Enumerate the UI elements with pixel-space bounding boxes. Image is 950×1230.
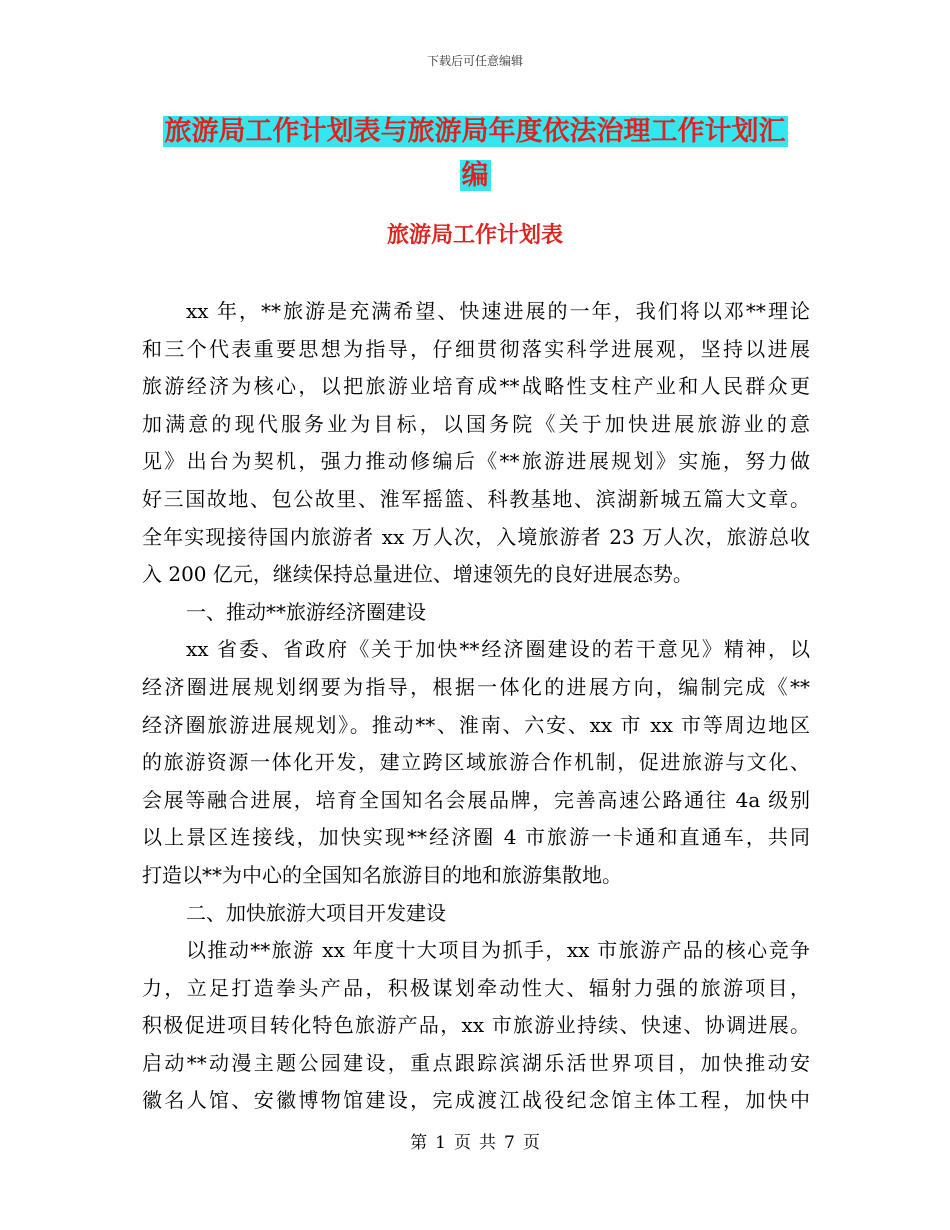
footer-suffix: 页 xyxy=(522,1133,540,1153)
subsection-heading: 一、推动**旅游经济圈建设 xyxy=(186,599,426,624)
document-title-line-1: 旅游局工作计划表与旅游局年度依法治理工作计划汇 xyxy=(164,116,786,147)
body-line: 力，立足打造拳头产品，积极谋划牵动性大、辐射力强的旅游项目， xyxy=(142,975,810,1000)
header-note: 下载后可任意编辑 xyxy=(426,54,523,68)
body-line: 加满意的现代服务业为目标，以国务院《关于加快进展旅游业的意 xyxy=(142,411,810,436)
section-title: 旅游局工作计划表 xyxy=(386,222,563,248)
body-line: 和三个代表重要思想为指导，仔细贯彻落实科学进展观，坚持以进展 xyxy=(142,336,810,361)
body-line: 全年实现接待国内旅游者 xx 万人次，入境旅游者 23 万人次，旅游总收 xyxy=(142,524,810,549)
body-line: 好三国故地、包公故里、淮军摇篮、科教基地、滨湖新城五篇大文章。 xyxy=(142,486,810,511)
body-line: 打造以**为中心的全国知名旅游目的地和旅游集散地。 xyxy=(142,862,622,887)
body-text xyxy=(142,293,810,1120)
document-title xyxy=(140,110,810,198)
footer-page-number: 1 xyxy=(435,1133,446,1153)
page-footer xyxy=(0,1128,950,1153)
body-line: xx 年，**旅游是充满希望、快速进展的一年，我们将以邓**理论 xyxy=(186,299,810,323)
body-line: 旅游经济为核心，以把旅游业培育成**战略性支柱产业和人民群众更 xyxy=(142,374,810,399)
body-line: 经济圈进展规划纲要为指导，根据一体化的进展方向，编制完成《** xyxy=(142,674,810,699)
footer-sep: 共 xyxy=(479,1133,496,1153)
body-line: 经济圈旅游进展规划》。推动**、淮南、六安、xx 市 xx 市等周边地区 xyxy=(142,712,810,737)
body-line: xx 省委、省政府《关于加快**经济圈建设的若干意见》精神，以 xyxy=(186,637,810,662)
subsection-heading: 二、加快旅游大项目开发建设 xyxy=(186,900,446,925)
body-line: 以推动**旅游 xx 年度十大项目为抓手，xx 市旅游产品的核心竞争 xyxy=(186,938,810,963)
body-line: 徽名人馆、安徽博物馆建设，完成渡江战役纪念馆主体工程，加快中 xyxy=(142,1088,810,1113)
body-line: 的旅游资源一体化开发，建立跨区域旅游合作机制，促进旅游与文化、 xyxy=(142,750,810,775)
body-line: 积极促进项目转化特色旅游产品，xx 市旅游业持续、快速、协调进展。 xyxy=(142,1013,810,1038)
footer-mid: 页 xyxy=(454,1133,471,1153)
body-line: 以上景区连接线，加快实现**经济圈 4 市旅游一卡通和直通车，共同 xyxy=(142,825,810,850)
document-title-line-2: 编 xyxy=(461,160,489,191)
body-line: 入 200 亿元，继续保持总量进位、增速领先的良好进展态势。 xyxy=(142,562,693,587)
body-line: 见》出台为契机，强力推动修编后《**旅游进展规划》实施，努力做 xyxy=(142,449,810,474)
body-line: 启动**动漫主题公园建设，重点跟踪滨湖乐活世界项目，加快推动安 xyxy=(142,1050,810,1075)
body-line: 会展等融合进展，培育全国知名会展品牌，完善高速公路通往 4a 级别 xyxy=(142,787,810,812)
footer-prefix: 第 xyxy=(410,1133,428,1153)
footer-total-pages: 7 xyxy=(504,1133,515,1153)
